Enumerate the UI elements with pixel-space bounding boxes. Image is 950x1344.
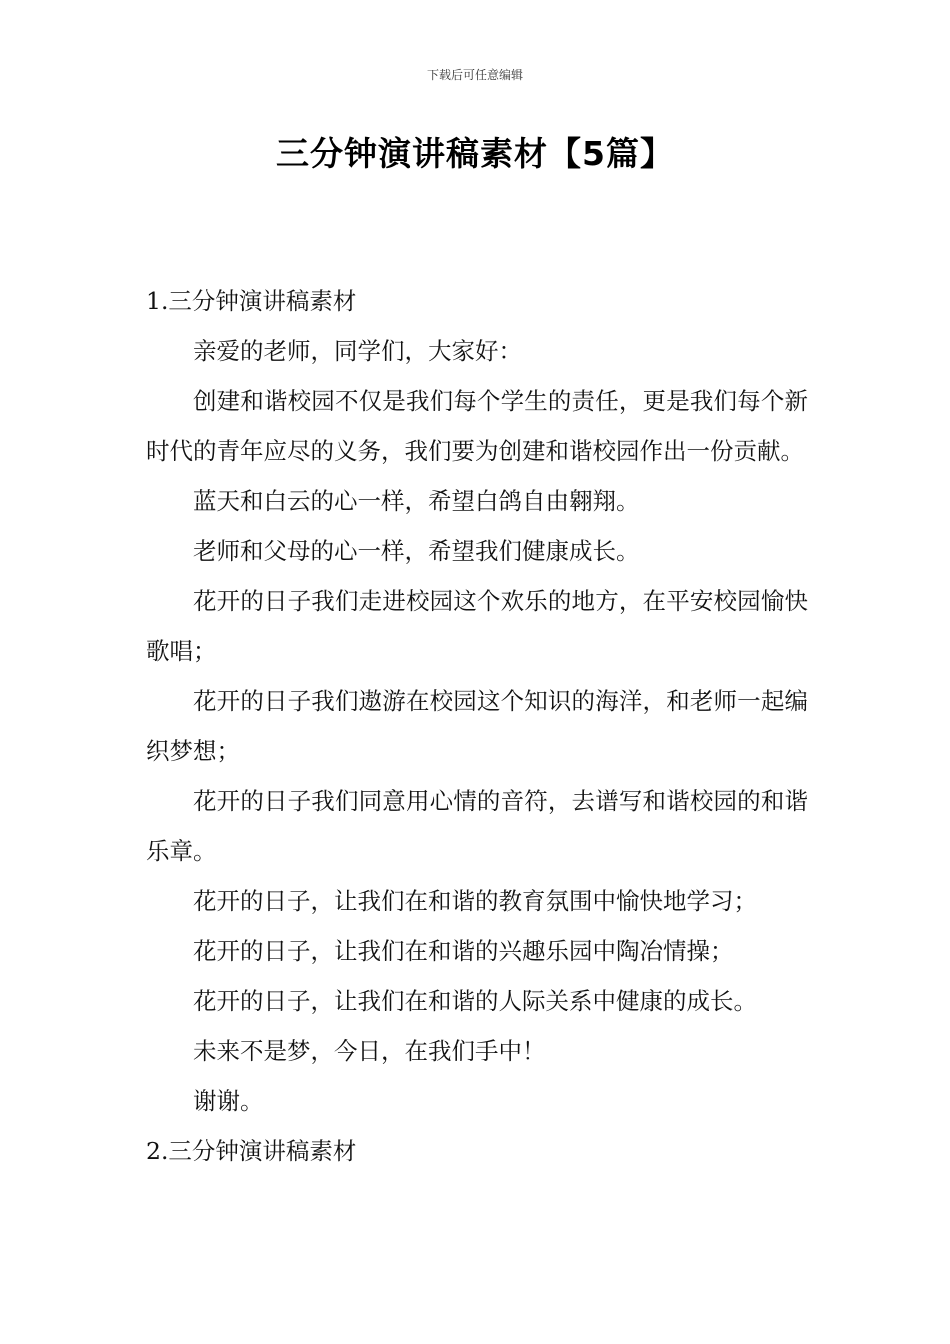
- paragraph: 花开的日子我们遨游在校园这个知识的海洋，和老师一起编织梦想；: [146, 687, 808, 765]
- paragraph: 花开的日子，让我们在和谐的教育氛围中愉快地学习；: [193, 887, 757, 915]
- document-title: 三分钟演讲稿素材【5篇】: [276, 134, 674, 173]
- paragraph: 花开的日子我们走进校园这个欢乐的地方，在平安校园愉快歌唱；: [146, 587, 808, 665]
- paragraph-greeting: 亲爱的老师，同学们，大家好：: [193, 337, 522, 365]
- paragraph: 花开的日子，让我们在和谐的人际关系中健康的成长。: [193, 987, 757, 1015]
- section-2: [146, 1126, 808, 1176]
- header-note: 下载后可任意编辑: [426, 68, 523, 82]
- paragraph: 花开的日子我们同意用心情的音符，去谱写和谐校园的和谐乐章。: [146, 787, 808, 865]
- section-heading: 2.三分钟演讲稿素材: [146, 1137, 357, 1165]
- paragraph: 未来不是梦，今日，在我们手中！: [193, 1037, 546, 1065]
- paragraph: 花开的日子，让我们在和谐的兴趣乐园中陶冶情操；: [193, 937, 734, 965]
- paragraph: 老师和父母的心一样，希望我们健康成长。: [193, 537, 640, 565]
- paragraph: 蓝天和白云的心一样，希望白鸽自由翱翔。: [193, 487, 640, 515]
- document-body: [146, 276, 808, 1176]
- section-1: [146, 276, 808, 1126]
- paragraph: 创建和谐校园不仅是我们每个学生的责任，更是我们每个新时代的青年应尽的义务，我们要为创建和谐校园作出一份贡献。: [146, 387, 808, 465]
- paragraph-closing: 谢谢。: [193, 1087, 264, 1115]
- section-heading: 1.三分钟演讲稿素材: [146, 287, 357, 315]
